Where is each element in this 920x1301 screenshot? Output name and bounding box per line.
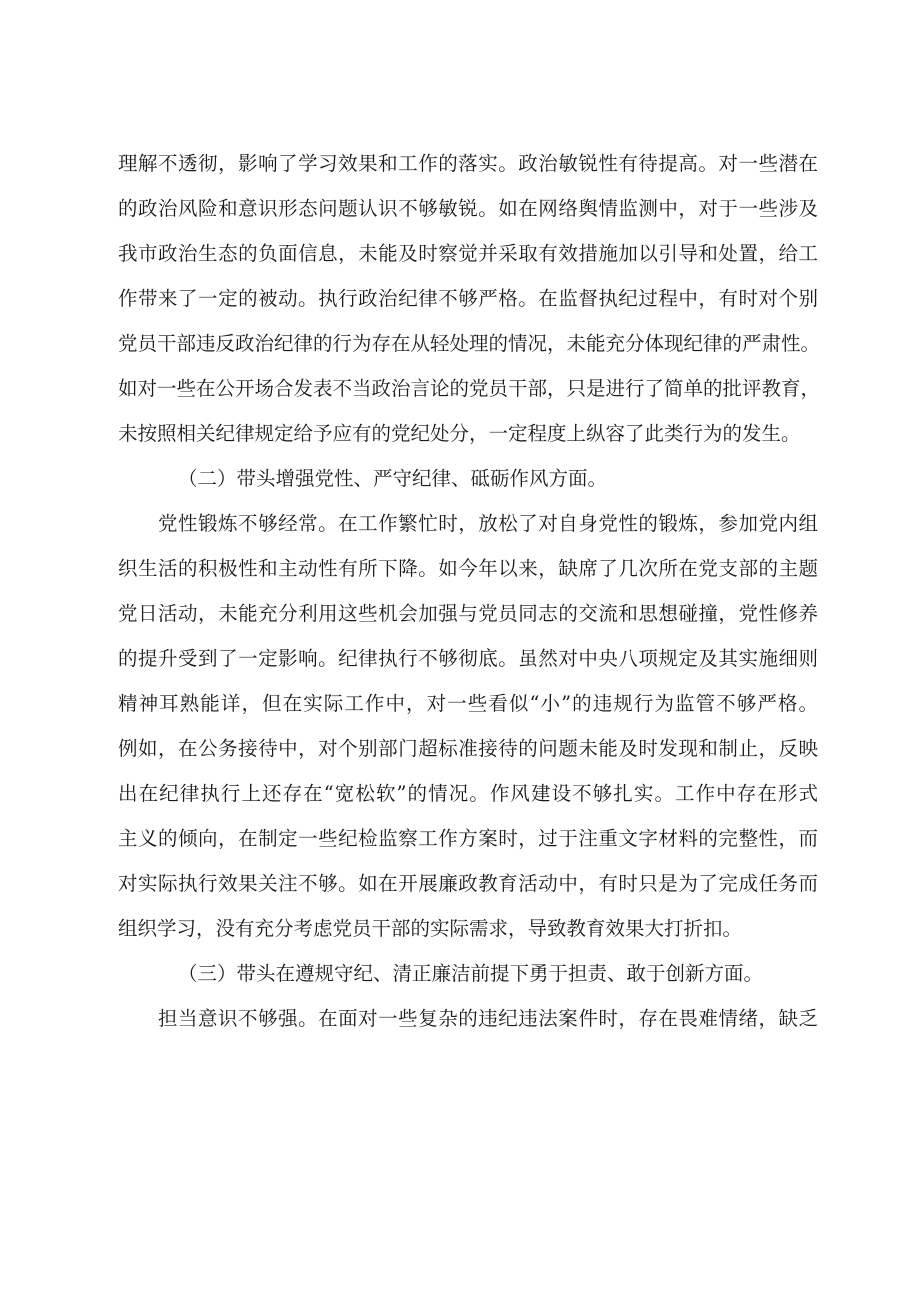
section-heading: （二）带头增强党性、严守纪律、砥砺作风方面。	[178, 467, 608, 490]
paragraph-line: 理解不透彻，影响了学习效果和工作的落实。政治敏锐性有待提高。对一些潜在	[118, 152, 818, 175]
paragraph-line: 的政治风险和意识形态问题认识不够敏锐。如在网络舆情监测中，对于一些涉及	[118, 197, 818, 220]
paragraph-line: 的提升受到了一定影响。纪律执行不够彻底。虽然对中央八项规定及其实施细则	[118, 647, 818, 670]
paragraph-line: 组织学习，没有充分考虑党员干部的实际需求，导致教育效果大打折扣。	[118, 917, 743, 940]
paragraph-line: 主义的倾向，在制定一些纪检监察工作方案时，过于注重文字材料的完整性，而	[118, 827, 818, 850]
paragraph-line: 党性锻炼不够经常。在工作繁忙时，放松了对自身党性的锻炼，参加党内组	[158, 512, 818, 535]
paragraph-line: 未按照相关纪律规定给予应有的党纪处分，一定程度上纵容了此类行为的发生。	[118, 422, 801, 445]
paragraph-line: 如对一些在公开场合发表不当政治言论的党员干部，只是进行了简单的批评教育，	[118, 377, 821, 400]
paragraph-line: 作带来了一定的被动。执行政治纪律不够严格。在监督执纪过程中，有时对个别	[118, 287, 818, 310]
paragraph-line: 担当意识不够强。在面对一些复杂的违纪违法案件时，存在畏难情绪，缺乏	[158, 1007, 818, 1030]
paragraph-line: 党日活动，未能充分利用这些机会加强与党员同志的交流和思想碰撞，党性修养	[118, 602, 818, 625]
paragraph-line: 我市政治生态的负面信息，未能及时察觉并采取有效措施加以引导和处置，给工	[118, 242, 818, 265]
paragraph-line: 例如，在公务接待中，对个别部门超标准接待的问题未能及时发现和制止，反映	[118, 737, 818, 760]
paragraph-line: 对实际执行效果关注不够。如在开展廉政教育活动中，有时只是为了完成任务而	[118, 872, 818, 895]
section-heading: （三）带头在遵规守纪、清正廉洁前提下勇于担责、敢于创新方面。	[178, 962, 764, 985]
paragraph-line: 党员干部违反政治纪律的行为存在从轻处理的情况，未能充分体现纪律的严肃性。	[118, 332, 821, 355]
paragraph-line: 精神耳熟能详，但在实际工作中，对一些看似“小”的违规行为监管不够严格。	[118, 692, 818, 715]
paragraph-line: 出在纪律执行上还存在“宽松软”的情况。作风建设不够扎实。工作中存在形式	[118, 782, 818, 805]
paragraph-line: 织生活的积极性和主动性有所下降。如今年以来，缺席了几次所在党支部的主题	[118, 557, 818, 580]
